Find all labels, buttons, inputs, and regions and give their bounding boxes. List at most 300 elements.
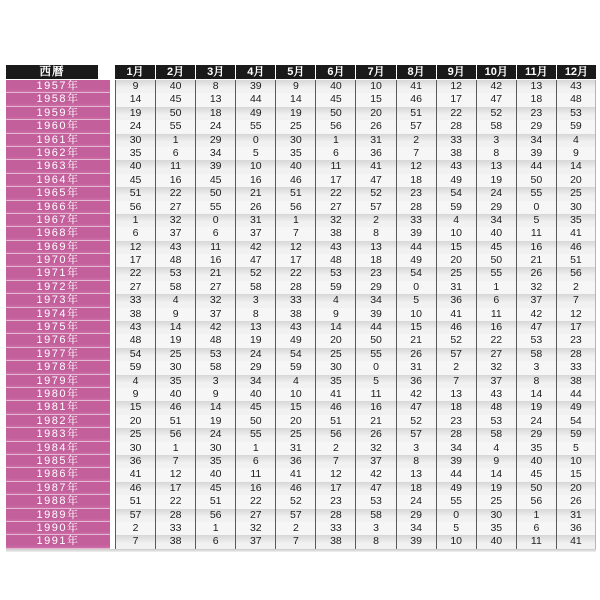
table-row: [6, 401, 596, 414]
value-cell: 37: [355, 455, 395, 468]
value-cell: 51: [115, 495, 155, 508]
value-cell: 3: [235, 294, 275, 307]
value-cell: 10: [235, 160, 275, 173]
year-cell: 1977年: [6, 348, 110, 361]
value-cell: 7: [275, 227, 315, 240]
value-cell: 7: [315, 455, 355, 468]
value-cell: 12: [275, 241, 315, 254]
value-cell: 19: [516, 401, 556, 414]
value-cell: 21: [235, 187, 275, 200]
value-cell: 21: [516, 254, 556, 267]
value-cell: 59: [556, 120, 596, 133]
value-cell: 0: [235, 134, 275, 147]
value-cell: 9: [115, 80, 155, 93]
value-cell: 20: [556, 482, 596, 495]
year-cell: 1986年: [6, 468, 110, 481]
value-cell: 25: [115, 428, 155, 441]
value-cell: 55: [476, 267, 516, 280]
value-cell: 34: [476, 214, 516, 227]
value-cell: 1: [195, 522, 235, 535]
value-cell: 24: [195, 428, 235, 441]
value-cell: 50: [195, 187, 235, 200]
value-cell: 32: [355, 442, 395, 455]
value-cell: 35: [275, 147, 315, 160]
value-cell: 34: [516, 134, 556, 147]
value-cell: 47: [355, 482, 395, 495]
value-cell: 51: [275, 187, 315, 200]
value-cell: 38: [155, 535, 195, 548]
value-cell: 38: [315, 535, 355, 548]
value-cell: 14: [195, 401, 235, 414]
value-cell: 52: [355, 187, 395, 200]
value-cell: 39: [436, 455, 476, 468]
value-cell: 33: [275, 294, 315, 307]
value-cell: 45: [195, 174, 235, 187]
value-cell: 32: [516, 281, 556, 294]
value-cell: 17: [315, 174, 355, 187]
value-cell: 49: [436, 482, 476, 495]
month-header-cell: 6月: [315, 65, 355, 80]
value-cell: 55: [235, 428, 275, 441]
value-cell: 27: [195, 281, 235, 294]
value-cell: 38: [436, 147, 476, 160]
value-cell: 13: [436, 388, 476, 401]
value-cell: 56: [315, 428, 355, 441]
value-cell: 14: [155, 321, 195, 334]
value-cell: 47: [476, 93, 516, 106]
table-row: [6, 80, 596, 93]
value-cell: 11: [195, 241, 235, 254]
value-cell: 19: [195, 415, 235, 428]
value-cell: 31: [235, 214, 275, 227]
value-cell: 12: [556, 308, 596, 321]
value-cell: 56: [115, 201, 155, 214]
value-cell: 57: [396, 120, 436, 133]
value-cell: 22: [155, 495, 195, 508]
year-cell: 1958年: [6, 93, 110, 106]
value-cell: 11: [516, 227, 556, 240]
value-cell: 12: [315, 468, 355, 481]
value-cell: 26: [516, 267, 556, 280]
value-cell: 49: [275, 334, 315, 347]
value-cell: 51: [556, 254, 596, 267]
value-cell: 4: [275, 375, 315, 388]
value-cell: 46: [396, 93, 436, 106]
value-cell: 26: [355, 428, 395, 441]
value-cell: 6: [235, 455, 275, 468]
value-cell: 36: [355, 147, 395, 160]
table-row: [6, 120, 596, 133]
value-cell: 55: [436, 495, 476, 508]
table-row: [6, 281, 596, 294]
value-cell: 14: [275, 93, 315, 106]
value-cell: 51: [396, 107, 436, 120]
value-cell: 22: [436, 107, 476, 120]
value-cell: 49: [235, 107, 275, 120]
value-cell: 21: [195, 267, 235, 280]
value-cell: 58: [155, 281, 195, 294]
value-cell: 28: [396, 201, 436, 214]
value-cell: 2: [315, 442, 355, 455]
value-cell: 20: [115, 415, 155, 428]
value-cell: 5: [436, 522, 476, 535]
value-cell: 5: [396, 294, 436, 307]
value-cell: 17: [155, 482, 195, 495]
value-cell: 44: [396, 241, 436, 254]
value-cell: 32: [235, 522, 275, 535]
value-cell: 0: [396, 281, 436, 294]
value-cell: 40: [315, 80, 355, 93]
value-cell: 19: [235, 334, 275, 347]
value-cell: 30: [195, 442, 235, 455]
value-cell: 16: [516, 241, 556, 254]
value-cell: 47: [396, 401, 436, 414]
month-header-cell: 10月: [476, 65, 516, 80]
value-cell: 50: [516, 174, 556, 187]
value-cell: 5: [556, 442, 596, 455]
value-cell: 43: [556, 80, 596, 93]
value-cell: 55: [516, 187, 556, 200]
value-cell: 36: [115, 455, 155, 468]
value-cell: 6: [516, 522, 556, 535]
value-cell: 3: [195, 375, 235, 388]
value-cell: 43: [436, 160, 476, 173]
value-cell: 19: [275, 107, 315, 120]
value-cell: 10: [275, 388, 315, 401]
value-cell: 55: [195, 201, 235, 214]
year-cell: 1978年: [6, 361, 110, 374]
value-cell: 40: [476, 227, 516, 240]
value-cell: 8: [516, 375, 556, 388]
value-cell: 16: [155, 174, 195, 187]
value-cell: 49: [556, 401, 596, 414]
year-cell: 1985年: [6, 455, 110, 468]
value-cell: 23: [556, 334, 596, 347]
year-cell: 1984年: [6, 442, 110, 455]
value-cell: 13: [195, 93, 235, 106]
year-cell: 1969年: [6, 241, 110, 254]
value-cell: 47: [516, 321, 556, 334]
value-cell: 45: [195, 482, 235, 495]
value-cell: 34: [396, 522, 436, 535]
table-row: [6, 187, 596, 200]
value-cell: 2: [275, 522, 315, 535]
value-cell: 17: [436, 93, 476, 106]
value-cell: 33: [155, 522, 195, 535]
value-cell: 58: [355, 509, 395, 522]
value-cell: 52: [396, 415, 436, 428]
value-cell: 31: [396, 361, 436, 374]
table-row: [6, 509, 596, 522]
value-cell: 33: [556, 361, 596, 374]
value-cell: 50: [155, 107, 195, 120]
value-cell: 44: [516, 160, 556, 173]
table-row: [6, 375, 596, 388]
value-cell: 22: [155, 187, 195, 200]
value-cell: 48: [556, 93, 596, 106]
value-cell: 42: [355, 468, 395, 481]
year-cell: 1970年: [6, 254, 110, 267]
value-cell: 56: [556, 267, 596, 280]
value-cell: 6: [195, 535, 235, 548]
value-cell: 36: [556, 522, 596, 535]
year-cell: 1991年: [6, 535, 110, 548]
table-row: [6, 495, 596, 508]
value-cell: 38: [315, 227, 355, 240]
value-cell: 31: [275, 442, 315, 455]
value-cell: 0: [436, 509, 476, 522]
year-cell: 1982年: [6, 415, 110, 428]
value-cell: 38: [115, 308, 155, 321]
value-cell: 35: [315, 375, 355, 388]
value-cell: 42: [396, 388, 436, 401]
value-cell: 4: [315, 294, 355, 307]
year-cell: 1966年: [6, 201, 110, 214]
year-cell: 1968年: [6, 227, 110, 240]
value-cell: 49: [396, 254, 436, 267]
value-cell: 40: [476, 535, 516, 548]
value-cell: 23: [436, 415, 476, 428]
value-cell: 54: [436, 187, 476, 200]
value-cell: 2: [396, 134, 436, 147]
value-cell: 57: [436, 348, 476, 361]
value-cell: 4: [155, 294, 195, 307]
value-cell: 38: [556, 375, 596, 388]
value-cell: 39: [396, 227, 436, 240]
value-cell: 17: [556, 321, 596, 334]
value-cell: 25: [556, 187, 596, 200]
value-cell: 13: [355, 241, 395, 254]
value-cell: 4: [476, 442, 516, 455]
month-header-cell: 2月: [155, 65, 195, 80]
value-cell: 34: [355, 294, 395, 307]
value-cell: 31: [556, 509, 596, 522]
value-cell: 7: [115, 535, 155, 548]
year-cell: 1959年: [6, 107, 110, 120]
year-cell: 1964年: [6, 174, 110, 187]
value-cell: 1: [275, 214, 315, 227]
value-cell: 35: [155, 375, 195, 388]
value-cell: 8: [195, 80, 235, 93]
table-row: [6, 160, 596, 173]
year-cell: 1976年: [6, 334, 110, 347]
value-cell: 41: [556, 227, 596, 240]
year-month-table: [6, 65, 596, 552]
year-cell: 1983年: [6, 428, 110, 441]
value-cell: 53: [516, 334, 556, 347]
value-cell: 17: [115, 254, 155, 267]
table-row: [6, 522, 596, 535]
value-cell: 16: [476, 321, 516, 334]
value-cell: 50: [476, 254, 516, 267]
year-cell: 1980年: [6, 388, 110, 401]
value-cell: 30: [476, 509, 516, 522]
value-cell: 23: [396, 187, 436, 200]
value-cell: 18: [436, 401, 476, 414]
value-cell: 56: [275, 201, 315, 214]
year-cell: 1988年: [6, 495, 110, 508]
value-cell: 35: [516, 442, 556, 455]
year-cell: 1987年: [6, 482, 110, 495]
value-cell: 16: [235, 482, 275, 495]
value-cell: 8: [355, 227, 395, 240]
value-cell: 50: [315, 107, 355, 120]
value-cell: 32: [195, 294, 235, 307]
value-cell: 17: [315, 482, 355, 495]
year-cell: 1967年: [6, 214, 110, 227]
value-cell: 6: [195, 227, 235, 240]
value-cell: 39: [396, 535, 436, 548]
value-cell: 36: [436, 294, 476, 307]
value-cell: 18: [396, 174, 436, 187]
month-header-cell: 5月: [275, 65, 315, 80]
value-cell: 10: [436, 535, 476, 548]
value-cell: 3: [516, 361, 556, 374]
value-cell: 27: [155, 201, 195, 214]
value-cell: 10: [396, 308, 436, 321]
value-cell: 29: [195, 134, 235, 147]
value-cell: 17: [275, 254, 315, 267]
value-cell: 42: [235, 241, 275, 254]
table-bottom-shadow: [6, 549, 596, 552]
value-cell: 2: [115, 522, 155, 535]
value-cell: 51: [195, 495, 235, 508]
value-cell: 33: [396, 214, 436, 227]
table-row: [6, 294, 596, 307]
value-cell: 0: [355, 361, 395, 374]
value-cell: 11: [155, 160, 195, 173]
value-cell: 11: [315, 160, 355, 173]
value-cell: 15: [355, 93, 395, 106]
table-row: [6, 468, 596, 481]
value-cell: 32: [476, 361, 516, 374]
table-row: [6, 254, 596, 267]
year-cell: 1974年: [6, 308, 110, 321]
value-cell: 29: [516, 428, 556, 441]
value-cell: 10: [436, 227, 476, 240]
value-cell: 59: [436, 201, 476, 214]
value-cell: 59: [115, 361, 155, 374]
value-cell: 37: [235, 227, 275, 240]
year-cell: 1972年: [6, 281, 110, 294]
value-cell: 58: [235, 281, 275, 294]
value-cell: 32: [315, 214, 355, 227]
value-cell: 19: [476, 174, 516, 187]
value-cell: 27: [476, 348, 516, 361]
value-cell: 54: [115, 348, 155, 361]
table-row: [6, 201, 596, 214]
table-row: [6, 321, 596, 334]
value-cell: 41: [275, 468, 315, 481]
value-cell: 55: [235, 120, 275, 133]
value-cell: 30: [275, 134, 315, 147]
value-cell: 19: [115, 107, 155, 120]
year-cell: 1981年: [6, 401, 110, 414]
table-body: [6, 80, 596, 549]
value-cell: 11: [476, 308, 516, 321]
value-cell: 45: [315, 93, 355, 106]
value-cell: 50: [235, 415, 275, 428]
value-cell: 35: [476, 522, 516, 535]
value-cell: 24: [476, 187, 516, 200]
value-cell: 16: [195, 254, 235, 267]
value-cell: 12: [115, 241, 155, 254]
value-cell: 25: [315, 348, 355, 361]
value-cell: 52: [235, 267, 275, 280]
value-cell: 29: [235, 361, 275, 374]
value-cell: 7: [556, 294, 596, 307]
value-cell: 25: [436, 267, 476, 280]
value-cell: 59: [556, 428, 596, 441]
value-cell: 0: [516, 201, 556, 214]
value-cell: 43: [476, 388, 516, 401]
value-cell: 44: [436, 468, 476, 481]
header-row: [6, 65, 596, 80]
value-cell: 43: [155, 241, 195, 254]
value-cell: 33: [115, 294, 155, 307]
value-cell: 24: [396, 495, 436, 508]
value-cell: 20: [556, 174, 596, 187]
value-cell: 56: [516, 495, 556, 508]
table-row: [6, 241, 596, 254]
table-row: [6, 174, 596, 187]
value-cell: 34: [436, 442, 476, 455]
table-row: [6, 535, 596, 548]
value-cell: 34: [195, 147, 235, 160]
value-cell: 22: [115, 267, 155, 280]
value-cell: 5: [235, 147, 275, 160]
value-cell: 15: [436, 241, 476, 254]
value-cell: 12: [436, 80, 476, 93]
table-row: [6, 134, 596, 147]
value-cell: 12: [155, 468, 195, 481]
value-cell: 44: [556, 388, 596, 401]
value-cell: 42: [195, 321, 235, 334]
value-cell: 27: [115, 281, 155, 294]
value-cell: 58: [516, 348, 556, 361]
value-cell: 49: [436, 174, 476, 187]
value-cell: 14: [115, 93, 155, 106]
value-cell: 18: [195, 107, 235, 120]
value-cell: 15: [275, 401, 315, 414]
value-cell: 8: [355, 535, 395, 548]
table-row: [6, 267, 596, 280]
value-cell: 48: [315, 254, 355, 267]
value-cell: 24: [195, 120, 235, 133]
value-cell: 48: [195, 334, 235, 347]
value-cell: 46: [315, 401, 355, 414]
value-cell: 58: [476, 428, 516, 441]
value-cell: 7: [275, 535, 315, 548]
value-cell: 26: [235, 201, 275, 214]
month-header-cell: 11月: [516, 65, 556, 80]
value-cell: 22: [476, 334, 516, 347]
table-row: [6, 428, 596, 441]
value-cell: 20: [355, 107, 395, 120]
year-cell: 1973年: [6, 294, 110, 307]
value-cell: 59: [315, 281, 355, 294]
value-cell: 31: [355, 134, 395, 147]
value-cell: 34: [235, 375, 275, 388]
value-cell: 9: [115, 388, 155, 401]
value-cell: 36: [396, 375, 436, 388]
month-header-cell: 4月: [235, 65, 275, 80]
value-cell: 30: [115, 442, 155, 455]
table-row: [6, 442, 596, 455]
value-cell: 22: [275, 267, 315, 280]
table-row: [6, 482, 596, 495]
value-cell: 41: [115, 468, 155, 481]
